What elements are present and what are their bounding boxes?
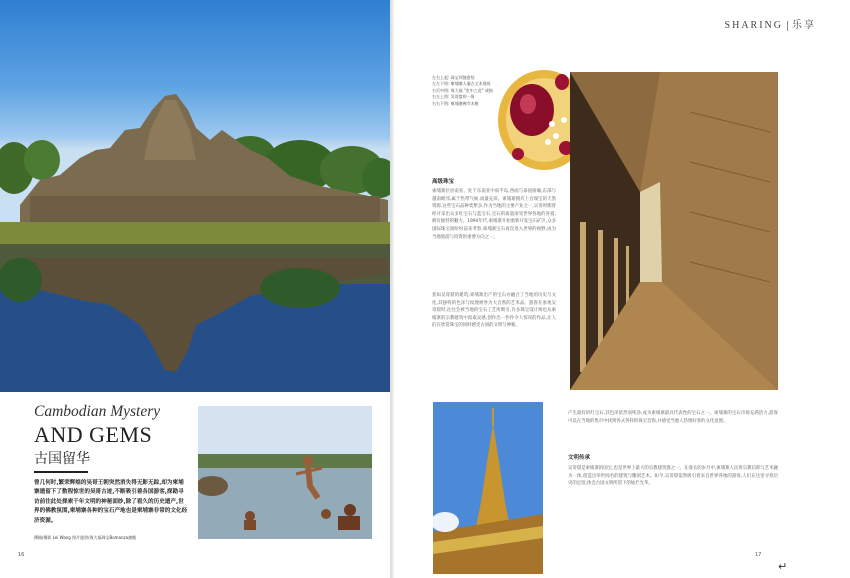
article-title-main: AND GEMS (34, 422, 153, 447)
title-divider (34, 471, 88, 473)
section2-heading: 文明传承 (568, 455, 591, 461)
children-swimming-photo (198, 406, 372, 539)
return-arrow-icon: ↵ (778, 560, 788, 573)
section1-heading: 高级珠宝 (432, 179, 455, 185)
page-number-right: 17 (755, 552, 762, 558)
article-title-italic: Cambodian Mystery (34, 403, 161, 420)
magazine-header (725, 16, 816, 31)
section1-body: 柬埔寨位居南亚、处于东南亚中南半岛,西面与泰国接壤,东部与越南毗邻,属于热带气候,雨量充沛。柬埔寨拥有上百瑞宝的天然资源,这些宝石品种类繁多,作为当地的主要产业之一,吴哥时期曾经开采出众多红宝石与蓝宝石,宝石的质量深受世界各地的喜爱,拥有独特的魅力。1990年代,柬埔寨开始重新开发宝石矿区,众多国际珠宝商纷纷前来考察,柬埔寨宝石再次进入世界的视野,成为当地旅游与投资的重要方向之一。 (432, 189, 556, 240)
article-lead: 曾几何时,繁荣辉煌的吴哥王朝突然消失得无影无踪,却为柬埔寨遗留下了数程惊世的吴哥古迹,不断吸引着各国游客,探勘寻访前往此处探索千年文明的神秘面纱,除了看久的历史遗产,世界的佛教氛围,柬埔寨各种的宝石产地也是柬埔寨非常的文化经济资源。 (34, 480, 188, 524)
angkor-temple-photo (0, 0, 390, 392)
page-number-left: 16 (18, 552, 25, 558)
article-credit: 撰稿/摄影 Lei Wang 图片提供/周大福珠宝Bomanza旗舰 (34, 535, 137, 540)
temple-corridor-photo (570, 72, 778, 390)
header-brand: SHARING (724, 20, 783, 31)
cambodian-pagoda-photo (433, 402, 543, 574)
article-title-chinese: 古国留华 (34, 451, 90, 467)
section1-body-continued: 犹如吴哥窟的建筑,柬埔寨出产的宝石亦融合了当地的历史与文化,其独特的色泽与纹理被誉为大自然的艺术品。游客在参观吴哥窟时,往往会被当地的宝石工艺所吸引,许多珠宝设计师也从柬埔寨的宗教建筑中汲取灵感,创作出一件件令人惊叹的作品,让人们在欣赏珠宝的同时感受古国的文明与神秘。 (432, 293, 556, 329)
section2-intro: 产生最好的红宝石,其色泽浓烈而纯净,成为柬埔寨最具代表性的宝石之一。柬埔寨的宝石市场充满活力,游客可以在当地的集市中找到各式各样的珠宝首饰,并感受当地人热情好客的文化氛围。 (568, 411, 778, 424)
left-page (0, 0, 392, 578)
header-section: 乐享 (792, 20, 816, 31)
photo-captions: 左右上起: 珠宝项链套装 左左下图: 柬埔寨人逾古丈木建筑 右页中图: 周大福 "室中之花" 戒指 右左上图: 吴哥窟的一角 右右下图: 柬埔寨佛寺木檐 (432, 75, 493, 106)
book-gutter (390, 0, 394, 578)
section2-body: 吴哥窟是柬埔寨的国宝,也是世界上最大的宗教建筑群之一。在漫长的岁月中,柬埔寨人民将宗教信仰与艺术融为一体,创造出举世闻名的建筑与雕刻艺术。如今,吴哥窟依然吸引着来自世界各地的游客,人们在这里寻找历史的足迹,体会古国文明所留下的灿烂光华。 (568, 466, 778, 487)
header-separator (787, 21, 788, 31)
